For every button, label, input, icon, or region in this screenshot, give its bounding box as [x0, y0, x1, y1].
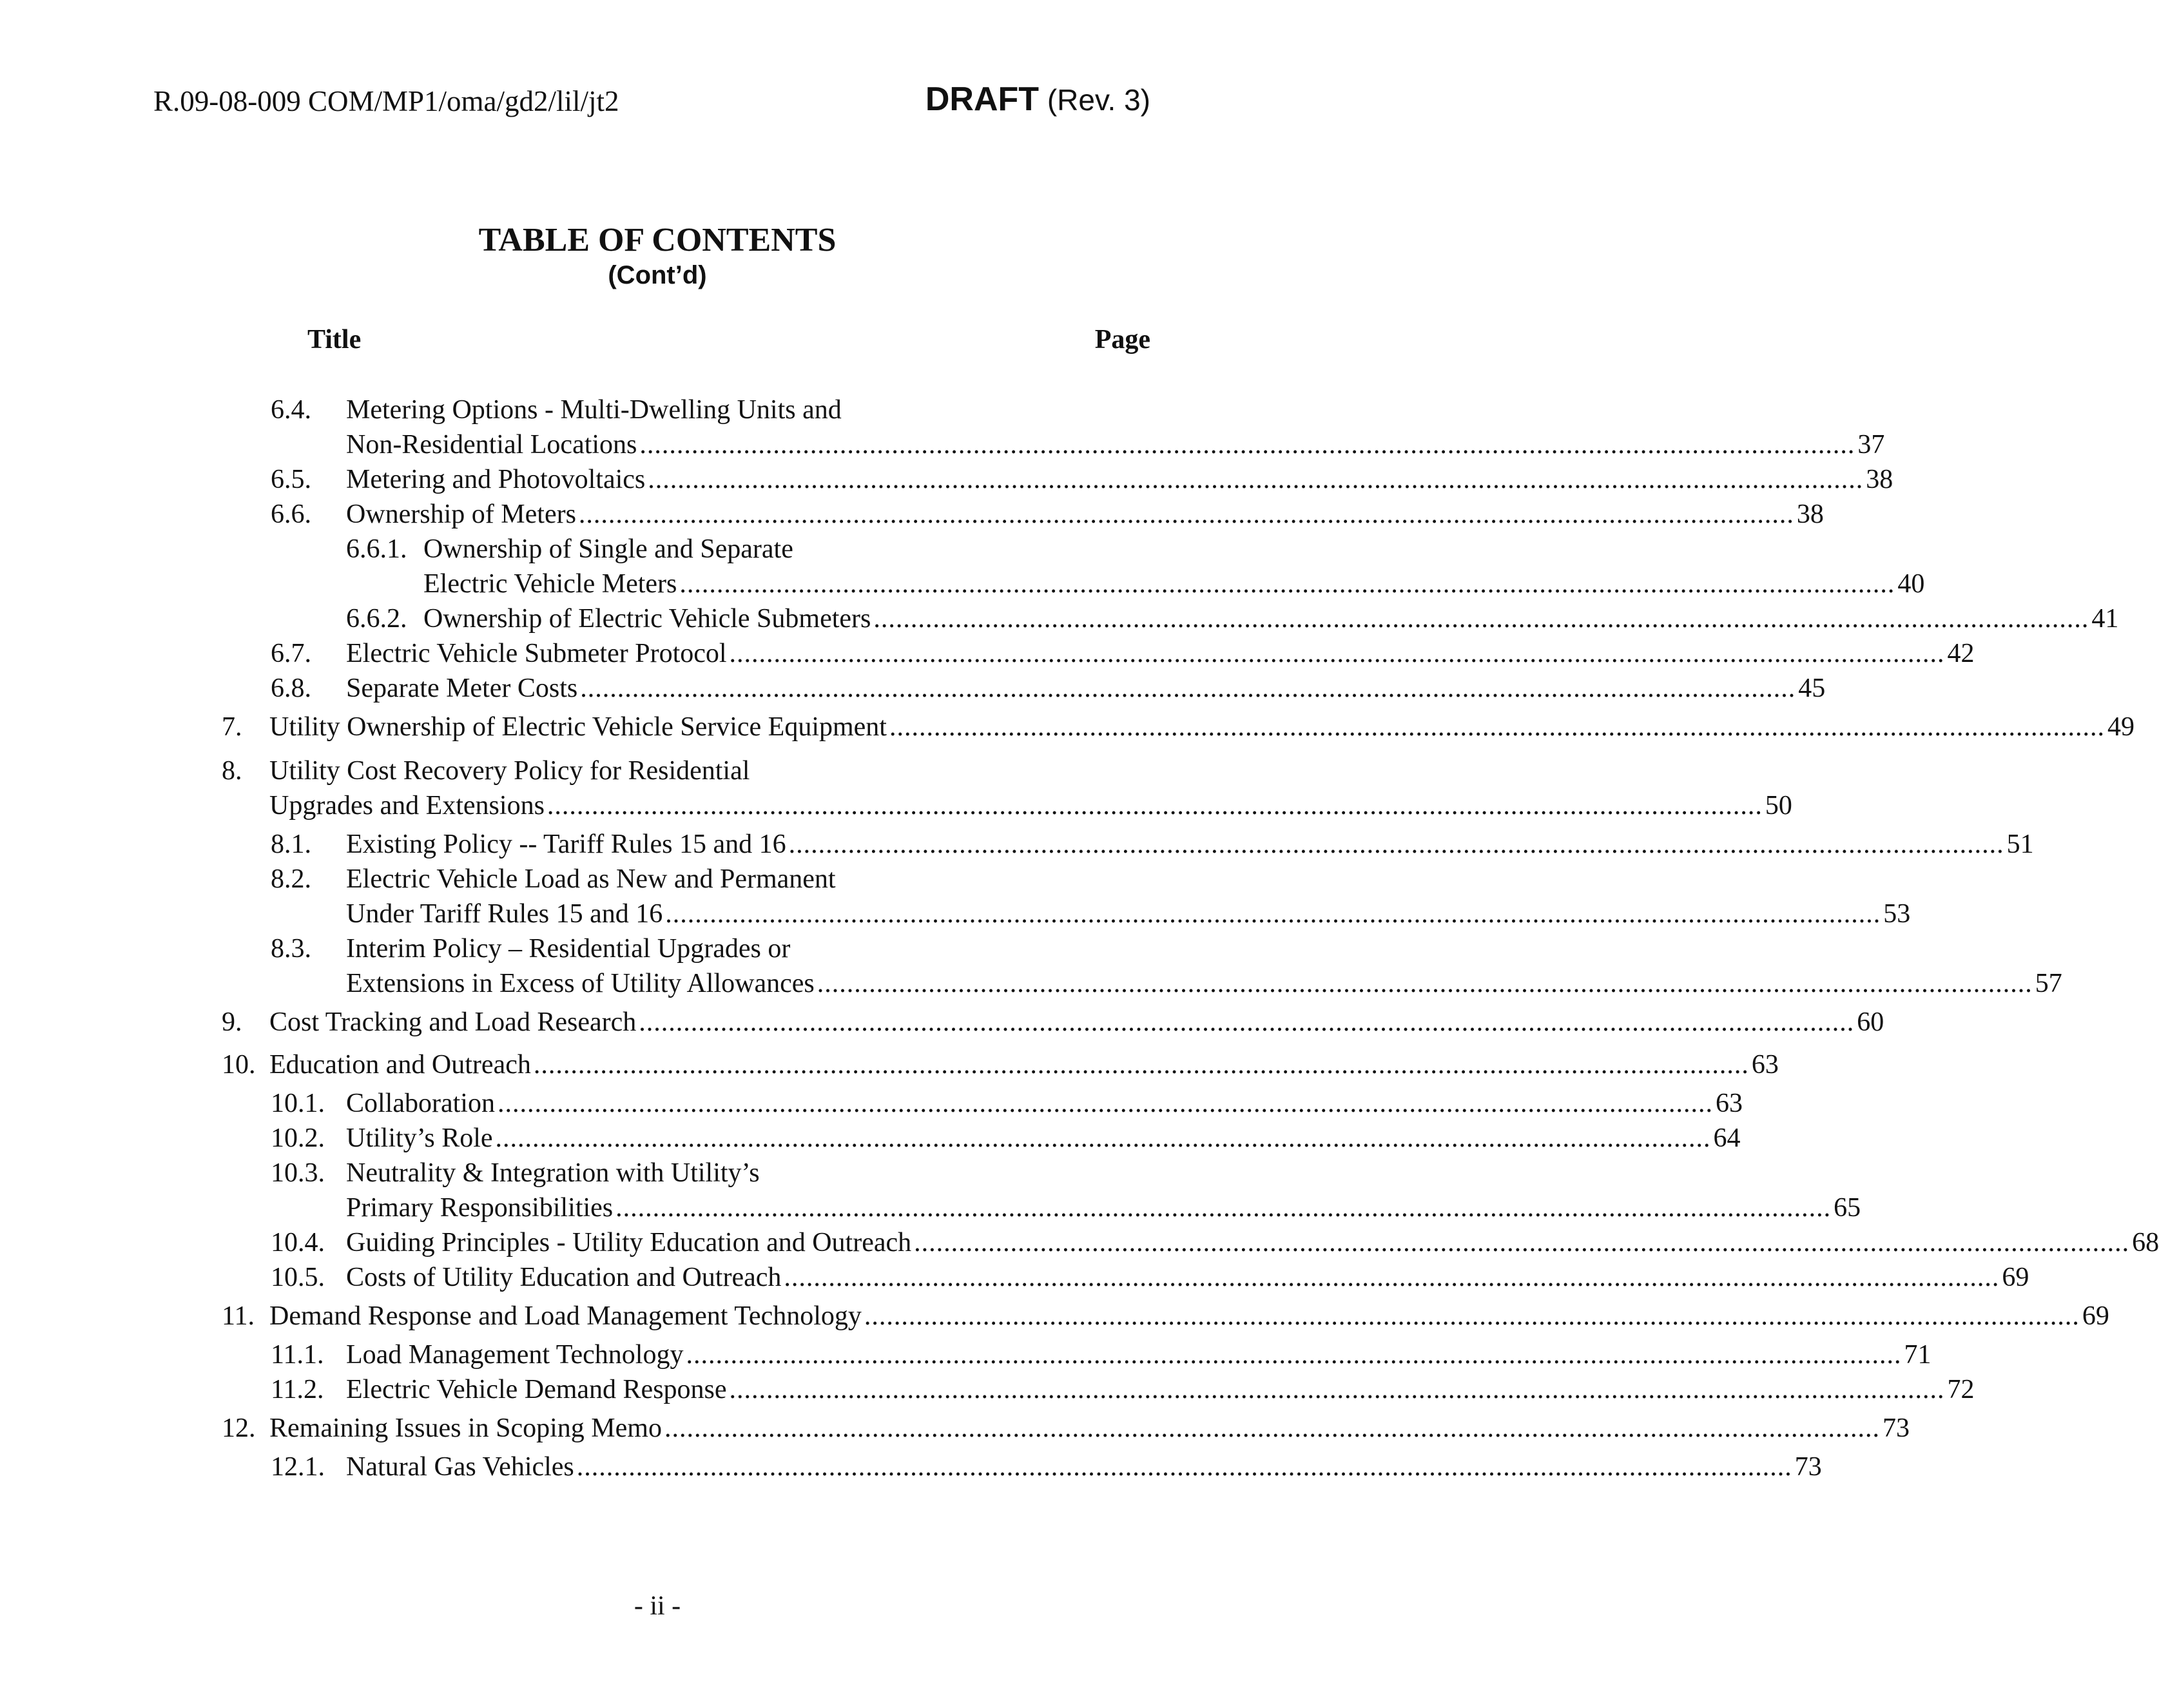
entry-title: Costs of Utility Education and Outreach [346, 1263, 782, 1292]
page-number: 73 [1882, 1413, 1910, 1443]
dot-leader: .................................................................................................................................................................... [729, 639, 1945, 668]
toc-entry-6-4-cont[interactable] [346, 427, 1885, 462]
page-number: 72 [1947, 1375, 1975, 1404]
dot-leader: .................................................................................................................................................................... [497, 1089, 1713, 1118]
entry-title: Electric Vehicle Demand Response [346, 1375, 727, 1404]
dot-leader: .................................................................................................................................................................... [864, 1301, 2080, 1331]
page-number: 65 [1834, 1193, 1861, 1223]
toc-entry-12[interactable] [222, 1411, 1910, 1446]
section-number: 8.1. [271, 830, 311, 859]
section-number: 6.5. [271, 465, 311, 494]
toc-entry-12-1[interactable] [271, 1450, 1822, 1484]
dot-leader: .................................................................................................................................................................... [580, 674, 1796, 703]
entry-title-line2: Electric Vehicle Meters [423, 569, 677, 599]
entry-title: Guiding Principles - Utility Education and Outreach [346, 1228, 912, 1257]
section-number: 8. [222, 756, 242, 786]
toc-entry-8-2[interactable] [271, 862, 1158, 897]
section-number: 9. [222, 1007, 242, 1037]
dot-leader: .................................................................................................................................................................... [914, 1228, 2130, 1257]
entry-title: Separate Meter Costs [346, 674, 578, 703]
dot-leader: .................................................................................................................................................................... [639, 1007, 1855, 1037]
toc-entry-10[interactable] [222, 1047, 1779, 1082]
page-number: 50 [1765, 791, 1792, 820]
dot-leader: .................................................................................................................................................................... [679, 569, 1895, 599]
toc-entry-6-4[interactable] [271, 393, 1150, 427]
toc-entry-10-5[interactable] [271, 1260, 2029, 1295]
toc-entry-6-6[interactable] [271, 497, 1824, 532]
toc-title: TABLE OF CONTENTS [478, 222, 837, 258]
page-number: 42 [1947, 639, 1975, 668]
section-number: 6.6.2. [346, 604, 407, 634]
page-number: 41 [2091, 604, 2119, 634]
entry-title-line2: Non-Residential Locations [346, 430, 637, 460]
entry-title-line1: Neutrality & Integration with Utility’s [346, 1158, 760, 1188]
revision-label: (Rev. 3) [1047, 83, 1150, 117]
dot-leader: .................................................................................................................................................................... [784, 1263, 2000, 1292]
toc-entry-6-6-2[interactable] [346, 601, 2119, 636]
dot-leader: .................................................................................................................................................................... [873, 604, 2089, 634]
section-number: 10. [222, 1050, 256, 1080]
page-number: 71 [1904, 1340, 1931, 1370]
dot-leader: .................................................................................................................................................................... [495, 1123, 1711, 1153]
section-number: 10.3. [271, 1158, 325, 1188]
entry-title: Electric Vehicle Submeter Protocol [346, 639, 727, 668]
page-footer-number: - ii - [634, 1591, 681, 1621]
page-number: 38 [1796, 500, 1824, 529]
entry-title: Education and Outreach [269, 1050, 531, 1080]
page-number: 40 [1897, 569, 1925, 599]
toc-entry-8-3-cont[interactable] [346, 966, 2062, 1001]
section-number: 10.4. [271, 1228, 325, 1257]
dot-leader: .................................................................................................................................................................... [533, 1050, 1749, 1080]
entry-title-line1: Electric Vehicle Load as New and Permanent [346, 864, 836, 894]
entry-title-line1: Ownership of Single and Separate [423, 534, 793, 564]
toc-entry-8-cont[interactable] [269, 788, 1792, 823]
entry-title: Existing Policy -- Tariff Rules 15 and 16 [346, 830, 786, 859]
page-number: 69 [2002, 1263, 2029, 1292]
docket-number: R.09-08-009 COM/MP1/oma/gd2/lil/jt2 [153, 85, 619, 117]
section-number: 8.3. [271, 934, 311, 964]
toc-entry-8-3[interactable] [271, 931, 1158, 966]
toc-entry-8[interactable] [222, 753, 1158, 788]
toc-entry-11-1[interactable] [271, 1337, 1931, 1372]
entry-title-line1: Interim Policy – Residential Upgrades or [346, 934, 791, 964]
section-number: 6.8. [271, 674, 311, 703]
entry-title-line2: Extensions in Excess of Utility Allowances [346, 969, 815, 998]
page-number: 63 [1715, 1089, 1743, 1118]
dot-leader: .................................................................................................................................................................... [889, 712, 2105, 742]
entry-title-line2: Upgrades and Extensions [269, 791, 545, 820]
toc-subtitle: (Cont’d) [608, 261, 707, 289]
draft-label [925, 79, 1150, 121]
entry-title: Ownership of Electric Vehicle Submeters [423, 604, 871, 634]
dot-leader: .................................................................................................................................................................... [648, 465, 1864, 494]
page-number: 45 [1798, 674, 1826, 703]
dot-leader: .................................................................................................................................................................... [686, 1340, 1902, 1370]
section-number: 11. [222, 1301, 255, 1331]
section-number: 11.2. [271, 1375, 324, 1404]
entry-title-line1: Utility Cost Recovery Policy for Residential [269, 756, 750, 786]
toc-entry-6-6-1-cont[interactable] [423, 567, 1925, 601]
toc-entry-10-3-cont[interactable] [346, 1190, 1861, 1225]
column-header-title: Title [307, 325, 362, 354]
toc-entry-10-1[interactable] [271, 1086, 1743, 1121]
entry-title: Utility Ownership of Electric Vehicle Service Equipment [269, 712, 887, 742]
page-number: 63 [1751, 1050, 1779, 1080]
entry-title: Collaboration [346, 1089, 495, 1118]
entry-title-line2: Primary Responsibilities [346, 1193, 614, 1223]
section-number: 11.1. [271, 1340, 324, 1370]
section-number: 12.1. [271, 1452, 325, 1482]
page-number: 64 [1713, 1123, 1741, 1153]
toc-entry-11-2[interactable] [271, 1372, 1975, 1407]
toc-entry-6-8[interactable] [271, 671, 1826, 706]
toc-entry-6-6-1[interactable] [346, 532, 1158, 567]
toc-entry-9[interactable] [222, 1005, 1884, 1040]
dot-leader: .................................................................................................................................................................... [788, 830, 2004, 859]
section-number: 10.5. [271, 1263, 325, 1292]
entry-title: Ownership of Meters [346, 500, 576, 529]
page-number: 53 [1883, 899, 1911, 929]
dot-leader: .................................................................................................................................................................... [615, 1193, 1832, 1223]
section-number: 6.6.1. [346, 534, 407, 564]
dot-leader: .................................................................................................................................................................... [578, 500, 1794, 529]
entry-title: Load Management Technology [346, 1340, 684, 1370]
toc-entry-11[interactable] [222, 1299, 2109, 1334]
toc-entry-6-7[interactable] [271, 636, 1975, 671]
toc-entry-10-4[interactable] [271, 1225, 2159, 1260]
entry-title: Utility’s Role [346, 1123, 493, 1153]
entry-title: Cost Tracking and Load Research [269, 1007, 637, 1037]
toc-entry-10-3[interactable] [271, 1156, 1158, 1190]
toc-entry-10-2[interactable] [271, 1121, 1741, 1156]
section-number: 10.2. [271, 1123, 325, 1153]
page-number: 51 [2006, 830, 2034, 859]
entry-title: Demand Response and Load Management Technology [269, 1301, 862, 1331]
section-number: 7. [222, 712, 242, 742]
entry-title: Natural Gas Vehicles [346, 1452, 574, 1482]
dot-leader: .................................................................................................................................................................... [817, 969, 2033, 998]
toc-entry-7[interactable] [222, 710, 2135, 744]
page-number: 49 [2107, 712, 2135, 742]
entry-title-line2: Under Tariff Rules 15 and 16 [346, 899, 663, 929]
section-number: 12. [222, 1413, 256, 1443]
toc-entry-8-2-cont[interactable] [346, 897, 1911, 931]
dot-leader: .................................................................................................................................................................... [729, 1375, 1945, 1404]
dot-leader: .................................................................................................................................................................... [639, 430, 1855, 460]
dot-leader: .................................................................................................................................................................... [664, 1413, 1880, 1443]
page-number: 68 [2132, 1228, 2159, 1257]
dot-leader: .................................................................................................................................................................... [547, 791, 1763, 820]
page-number: 37 [1857, 430, 1885, 460]
toc-entry-6-5[interactable] [271, 462, 1893, 497]
dot-leader: .................................................................................................................................................................... [665, 899, 1881, 929]
section-number: 6.7. [271, 639, 311, 668]
page-number: 60 [1857, 1007, 1884, 1037]
column-header-page: Page [1094, 325, 1150, 354]
entry-title: Metering and Photovoltaics [346, 465, 646, 494]
page-number: 69 [2082, 1301, 2109, 1331]
dot-leader: .................................................................................................................................................................... [576, 1452, 1792, 1482]
section-number: 6.4. [271, 395, 311, 425]
entry-title: Remaining Issues in Scoping Memo [269, 1413, 662, 1443]
section-number: 10.1. [271, 1089, 325, 1118]
toc-entry-8-1[interactable] [271, 827, 2034, 862]
section-number: 8.2. [271, 864, 311, 894]
page-number: 38 [1866, 465, 1893, 494]
draft-word: DRAFT [925, 81, 1040, 118]
section-number: 6.6. [271, 500, 311, 529]
entry-title-line1: Metering Options - Multi-Dwelling Units and [346, 395, 842, 425]
page-number: 57 [2035, 969, 2062, 998]
page-number: 73 [1794, 1452, 1822, 1482]
